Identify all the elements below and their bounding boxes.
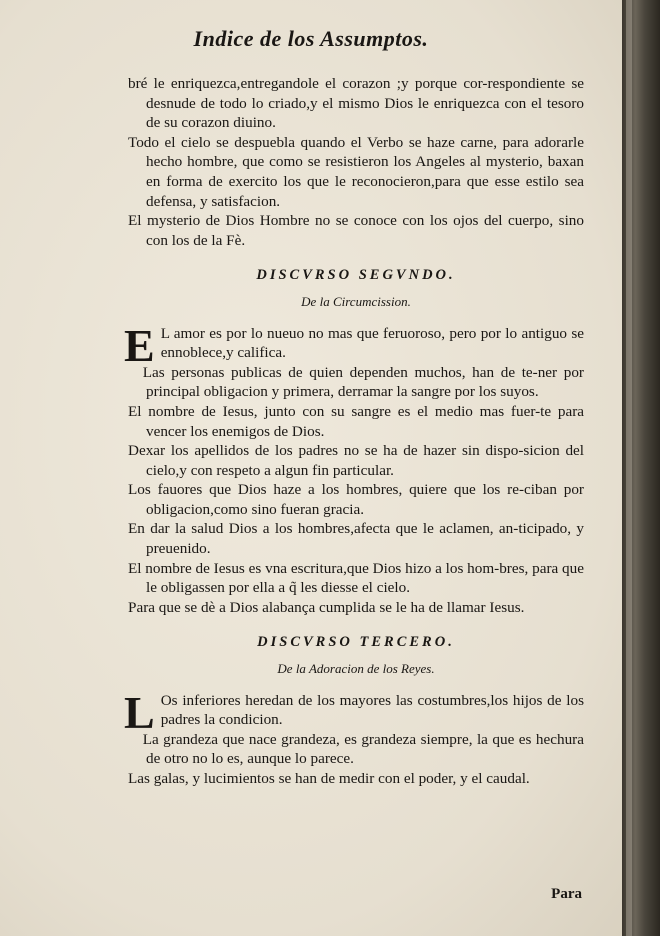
dropcap-e: E	[124, 319, 155, 371]
running-head: Indice de los Assumptos.	[193, 26, 429, 51]
section-2-item-2: El nombre de Iesus, junto con su sangre es el medio mas fuer-te para vencer los enemigos de Dios.	[128, 402, 584, 440]
section-subheading-2: De la Circumcission.	[301, 293, 411, 309]
opening-line-2: Todo el cielo se despuebla quando el Verbo se haze carne, para adorarle hecho hombre, que como se resistieron los Angeles al mysterio, baxan en forma de exercito los que le reconocieron,para que esse estilo sea defensa, y satisfacion.	[128, 133, 584, 210]
section-2-item-6: El nombre de Iesus es vna escritura,que Dios hizo a los hom-bres, para que le obligassen por ella a q̃ les diesse el cielo.	[128, 559, 584, 597]
page-edge-highlight	[626, 0, 632, 936]
section-2-item-4: Los fauores que Dios haze a los hombres, quiere que los re-ciban por obligacion,como sino fueran gracia.	[128, 481, 584, 518]
section-3-first-paragraph	[124, 686, 584, 738]
section-3-item-2: Las galas, y lucimientos se han de medir con el poder, y el caudal.	[128, 770, 530, 787]
section-3-first-text: Os inferiores heredan de los mayores las costumbres,los hijos de los padres la condicion.	[160, 691, 584, 729]
section-2-item-5: En dar la salud Dios a los hombres,afecta que le aclamen, an-ticipado, y preuenido.	[128, 520, 584, 558]
catchword: Para	[551, 886, 582, 902]
section-2-first-text: L amor es por lo nueuo no mas que feruoroso, pero por lo antiguo se ennoblece,y califica.	[160, 324, 584, 362]
section-heading-3: DISCVRSO TERCERO.	[257, 634, 455, 651]
section-subheading-3: De la Adoracion de los Reyes.	[277, 661, 435, 677]
page-body	[124, 74, 584, 789]
section-2-first-paragraph	[124, 319, 584, 371]
section-2-item-1: Las personas publicas de quien dependen muchos, han de te-ner por principal obligacion y primera, derramar la sangre por los suyos.	[142, 363, 584, 401]
opening-line-1: bré le enriquezca,entregandole el corazon ;y porque cor-respondiente se desnude de todo lo criado,y el mismo Dios le enriquezca con el tesoro de su corazon diuino.	[128, 75, 584, 132]
section-heading-2: DISCVRSO SEGVNDO.	[256, 267, 456, 284]
section-2-item-7: Para que se dè a Dios alabança cumplida se le ha de llamar Iesus.	[128, 598, 525, 616]
section-3-item-1: La grandeza que nace grandeza, es grandeza siempre, la que es hechura de otro no lo es, aunque lo parece.	[142, 730, 584, 768]
section-2-item-3: Dexar los apellidos de los padres no se ha de hazer sin dispo-sicion del cielo,y con respeto a algun fin particular.	[128, 442, 584, 479]
dropcap-l: L	[124, 686, 155, 738]
opening-line-3: El mysterio de Dios Hombre no se conoce con los ojos del cuerpo, sino con los de la Fè.	[128, 212, 584, 249]
